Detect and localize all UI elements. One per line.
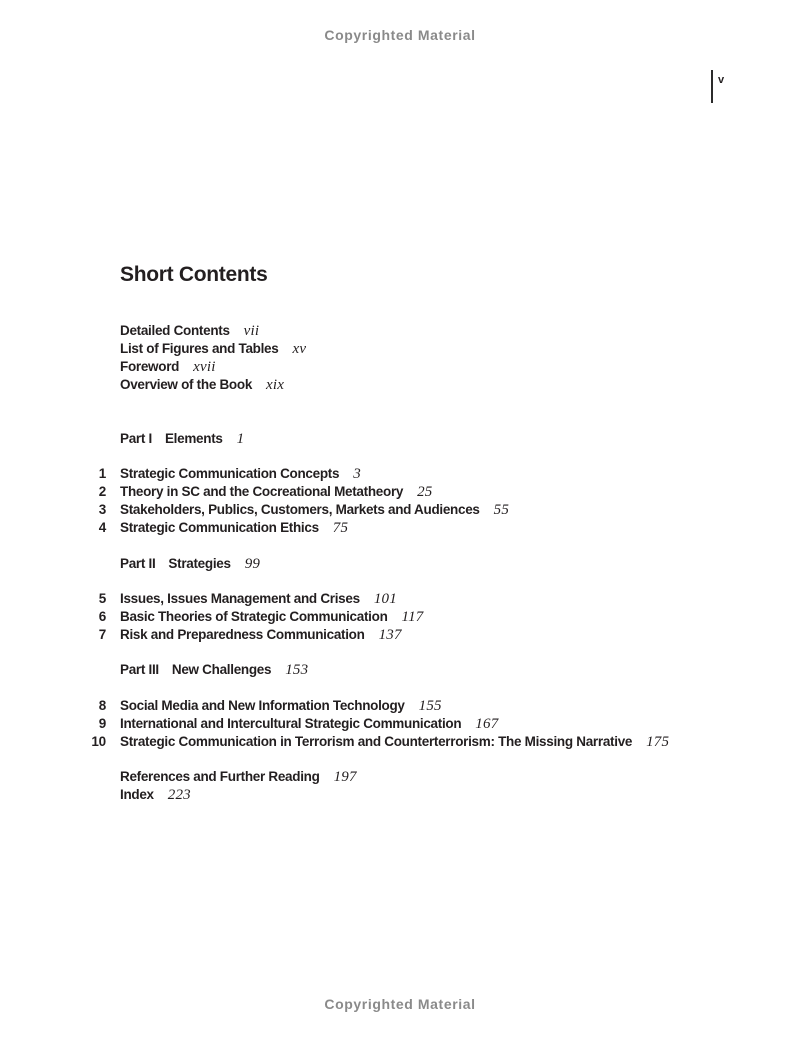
part-title: Elements — [164, 431, 223, 446]
chapter-number: 5 — [98, 591, 106, 606]
entry-title: Strategic Communication in Terrorism and Counterterrorism: The Missing Narrative — [120, 734, 633, 749]
entry-page: 75 — [332, 520, 349, 536]
chapter-list-part-1 — [0, 465, 800, 537]
entry-title: Index — [120, 787, 154, 802]
front-matter-list — [0, 322, 800, 394]
part-heading-1 — [0, 430, 800, 448]
entry-page: 175 — [646, 734, 670, 750]
part-title: New Challenges — [171, 662, 272, 677]
entry-title: Theory in SC and the Cocreational Metatheory — [120, 484, 404, 499]
toc-entry-chapter-10 — [0, 733, 800, 751]
entry-page: 101 — [373, 591, 397, 607]
entry-title: Overview of the Book — [120, 377, 253, 392]
entry-page: xv — [292, 341, 307, 357]
entry-title: Risk and Preparedness Communication — [120, 627, 365, 642]
chapter-number: 6 — [98, 609, 106, 624]
chapter-number: 7 — [98, 627, 106, 642]
entry-page: 153 — [285, 662, 309, 678]
toc-entry-chapter-1 — [0, 465, 800, 483]
chapter-number: 1 — [98, 466, 106, 481]
part-label: Part I — [120, 431, 152, 446]
entry-title: References and Further Reading — [120, 769, 320, 784]
toc-content — [0, 263, 800, 804]
entry-page: 3 — [353, 466, 361, 482]
page-number-marker — [711, 70, 724, 103]
toc-entry-index — [0, 786, 800, 804]
toc-entry-chapter-8 — [0, 697, 800, 715]
entry-page: 155 — [418, 698, 442, 714]
toc-entry-list-of-figures — [0, 340, 800, 358]
copyright-banner-top: Copyrighted Material — [324, 27, 476, 43]
part-label: Part III — [120, 662, 159, 677]
chapter-list-part-2 — [0, 590, 800, 644]
part-label: Part II — [120, 556, 156, 571]
toc-entry-chapter-6 — [0, 608, 800, 626]
entry-title: Detailed Contents — [120, 323, 230, 338]
entry-title: Foreword — [120, 359, 180, 374]
entry-page: xix — [266, 377, 285, 393]
entry-title: Stakeholders, Publics, Customers, Markets and Audiences — [120, 502, 480, 517]
toc-entry-chapter-9 — [0, 715, 800, 733]
page-number: v — [718, 74, 725, 86]
entry-page: 167 — [475, 716, 499, 732]
entry-page: vii — [243, 323, 260, 339]
chapter-number: 2 — [98, 484, 106, 499]
toc-entry-chapter-2 — [0, 483, 800, 501]
toc-entry-overview — [0, 376, 800, 394]
entry-page: 223 — [167, 787, 191, 803]
toc-entry-detailed-contents — [0, 322, 800, 340]
entry-title: International and Intercultural Strategic Communication — [120, 716, 462, 731]
entry-title: Issues, Issues Management and Crises — [120, 591, 360, 606]
toc-entry-references — [0, 768, 800, 786]
entry-page: 137 — [378, 627, 402, 643]
copyright-banner-bottom: Copyrighted Material — [324, 996, 476, 1012]
chapter-number: 9 — [98, 716, 106, 731]
entry-page: 1 — [236, 431, 245, 447]
entry-title: Basic Theories of Strategic Communication — [120, 609, 388, 624]
chapter-number: 3 — [98, 502, 106, 517]
chapter-number: 8 — [98, 698, 106, 713]
entry-title: Social Media and New Information Technology — [120, 698, 405, 713]
chapter-list-part-3 — [0, 697, 800, 751]
entry-title: Strategic Communication Ethics — [120, 520, 319, 535]
toc-entry-chapter-4 — [0, 519, 800, 537]
entry-title: Strategic Communication Concepts — [120, 466, 340, 481]
entry-title: List of Figures and Tables — [120, 341, 279, 356]
part-title: Strategies — [168, 556, 231, 571]
entry-page: 197 — [333, 769, 357, 785]
toc-entry-chapter-7 — [0, 626, 800, 644]
toc-entry-chapter-3 — [0, 501, 800, 519]
toc-entry-foreword — [0, 358, 800, 376]
part-heading-3 — [0, 661, 800, 679]
page-title: Short Contents — [120, 263, 268, 286]
entry-page: 25 — [417, 484, 433, 500]
entry-page: 117 — [401, 609, 424, 625]
back-matter-list — [0, 768, 800, 804]
chapter-number: 10 — [91, 734, 106, 749]
chapter-number: 4 — [98, 520, 106, 535]
entry-page: 99 — [244, 556, 261, 572]
entry-page: xvii — [193, 359, 216, 375]
part-heading-2 — [0, 555, 800, 573]
entry-page: 55 — [493, 502, 510, 518]
toc-entry-chapter-5 — [0, 590, 800, 608]
